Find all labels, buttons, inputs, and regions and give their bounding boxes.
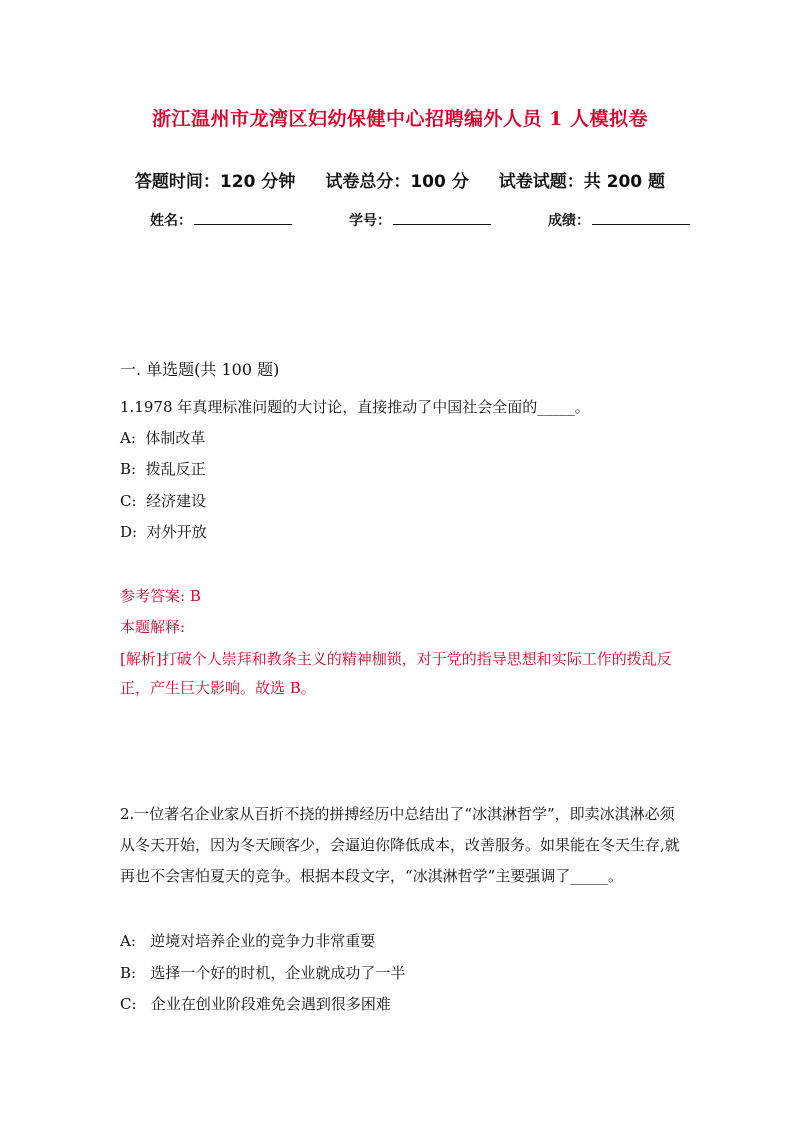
question-1-stem: 1.1978 年真理标准问题的大讨论，直接推动了中国社会全面的_____。 [120,398,590,416]
exam-meta [0,167,800,192]
question-1-option-b: B: 拨乱反正 [120,460,206,478]
student-id-field [349,210,491,230]
score-label: 成绩： [548,213,590,229]
exam-duration: 答题时间：120 分钟 [134,172,296,192]
section-heading: 一. 单选题(共 100 题) [120,360,280,379]
name-label: 姓名： [150,213,192,229]
score-blank [592,210,690,225]
student-info-fields [150,210,690,230]
question-2-stem: 2.一位著名企业家从百折不挠的拼搏经历中总结出了“冰淇淋哲学”，即卖冰淇淋必须从冬天开始，因为冬天顾客少，会逼迫你降低成本，改善服务。如果能在冬天生存,就再也不会害怕夏天的竞争。根据本段文字，“冰淇淋哲学”主要强调了_____。 [120,805,680,885]
question-2-option-c: C: 企业在创业阶段难免会遇到很多困难 [120,995,391,1013]
name-field [150,210,292,230]
exam-total-score: 试卷总分：100 分 [325,172,469,192]
question-1-option-d: D: 对外开放 [120,523,207,541]
question-1-answer: 参考答案: B [120,587,201,605]
question-2-option-a: A: 逆境对培养企业的竞争力非常重要 [120,932,376,950]
question-1-analysis: [解析]打破个人崇拜和教条主义的精神枷锁，对于党的指导思想和实际工作的拨乱反正，产生巨大影响。故选 B。 [120,650,672,697]
exam-question-count: 试卷试题：共 200 题 [498,172,666,192]
question-1-option-a: A: 体制改革 [120,429,206,447]
exam-title: 浙江温州市龙湾区妇幼保健中心招聘编外人员 1 人模拟卷 [152,108,648,130]
student-id-label: 学号： [349,213,391,229]
question-2-option-b: B: 选择一个好的时机，企业就成功了一半 [120,964,406,982]
question-1-option-c: C: 经济建设 [120,492,207,510]
name-blank [194,210,292,225]
student-id-blank [393,210,491,225]
question-1-analysis-label: 本题解释: [120,618,186,636]
score-field [548,210,690,230]
